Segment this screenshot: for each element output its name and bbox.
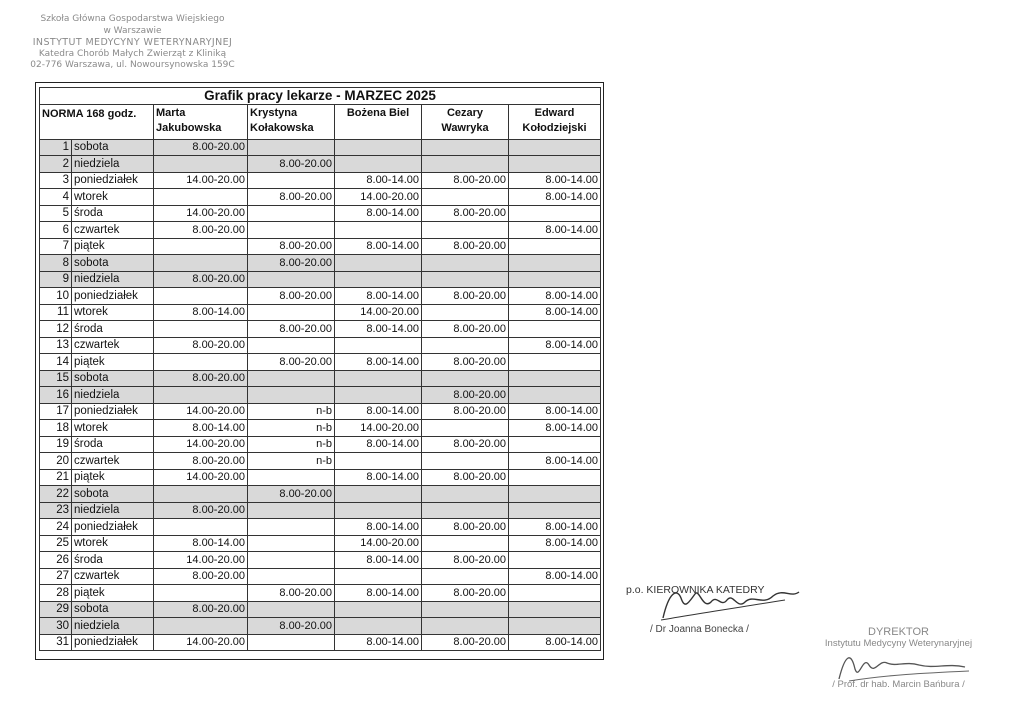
shift-cell (335, 255, 422, 272)
day-row (40, 370, 601, 387)
shift-cell: 8.00-20.00 (154, 568, 248, 585)
shift-cell (154, 288, 248, 305)
shift-cell: 8.00-20.00 (422, 172, 509, 189)
shift-cell (509, 255, 601, 272)
shift-cell (509, 156, 601, 173)
weekday-name: niedziela (72, 618, 154, 635)
shift-cell: 8.00-20.00 (248, 288, 335, 305)
signature-institute: Instytutu Medycyny Weterynaryjnej (824, 638, 973, 649)
doctor-last-name: Wawryka (441, 121, 489, 134)
doctor-last-name: Jakubowska (156, 121, 222, 134)
day-row (40, 436, 601, 453)
day-row (40, 189, 601, 206)
shift-cell (248, 222, 335, 239)
weekday-name: wtorek (72, 304, 154, 321)
shift-cell (422, 337, 509, 354)
day-number: 2 (40, 156, 72, 173)
day-row (40, 139, 601, 156)
doctor-header-5 (509, 104, 601, 139)
shift-cell: 8.00-14.00 (154, 420, 248, 437)
doctor-first-name: Bożena Biel (346, 106, 410, 119)
shift-cell: 8.00-20.00 (248, 354, 335, 371)
day-number: 5 (40, 205, 72, 222)
shift-cell: 8.00-20.00 (248, 486, 335, 503)
shift-cell: 8.00-14.00 (335, 552, 422, 569)
day-row (40, 568, 601, 585)
day-row (40, 304, 601, 321)
day-number: 9 (40, 271, 72, 288)
day-number: 10 (40, 288, 72, 305)
day-number: 24 (40, 519, 72, 536)
weekday-name: środa (72, 552, 154, 569)
day-number: 29 (40, 601, 72, 618)
shift-cell (335, 156, 422, 173)
stamp-line-city: w Warszawie (103, 25, 162, 36)
shift-cell (154, 618, 248, 635)
day-number: 18 (40, 420, 72, 437)
day-row (40, 519, 601, 536)
day-row (40, 354, 601, 371)
shift-cell (248, 601, 335, 618)
day-number: 22 (40, 486, 72, 503)
shift-cell: 8.00-20.00 (154, 601, 248, 618)
shift-cell: 8.00-20.00 (422, 205, 509, 222)
shift-cell (422, 370, 509, 387)
shift-cell: 8.00-20.00 (154, 453, 248, 470)
doctor-first-name: Edward (534, 106, 575, 119)
weekday-name: piątek (72, 238, 154, 255)
shift-cell (509, 205, 601, 222)
day-number: 19 (40, 436, 72, 453)
shift-cell: 14.00-20.00 (154, 552, 248, 569)
handwritten-signature-icon (835, 645, 975, 685)
day-number: 7 (40, 238, 72, 255)
day-number: 27 (40, 568, 72, 585)
shift-cell (422, 222, 509, 239)
shift-cell: 8.00-20.00 (154, 139, 248, 156)
weekday-name: niedziela (72, 387, 154, 404)
day-number: 30 (40, 618, 72, 635)
shift-cell (509, 601, 601, 618)
day-row (40, 288, 601, 305)
shift-cell (248, 634, 335, 651)
doctor-last-name: Kołakowska (250, 121, 314, 134)
shift-cell: 8.00-20.00 (422, 519, 509, 536)
day-row (40, 601, 601, 618)
shift-cell (509, 354, 601, 371)
shift-cell: 8.00-14.00 (335, 585, 422, 602)
stamp-line-university: Szkoła Główna Gospodarstwa Wiejskiego (40, 14, 225, 24)
shift-cell: 8.00-20.00 (154, 271, 248, 288)
shift-cell: 8.00-14.00 (509, 453, 601, 470)
shift-cell (422, 568, 509, 585)
weekday-name: piątek (72, 469, 154, 486)
shift-cell (248, 535, 335, 552)
weekday-name: poniedziałek (72, 172, 154, 189)
shift-cell: 8.00-20.00 (422, 469, 509, 486)
shift-cell: 8.00-20.00 (422, 387, 509, 404)
day-row (40, 585, 601, 602)
day-row (40, 403, 601, 420)
shift-cell (248, 172, 335, 189)
day-number: 14 (40, 354, 72, 371)
shift-cell: 8.00-14.00 (509, 634, 601, 651)
shift-cell: 8.00-14.00 (335, 354, 422, 371)
doctor-header-3 (335, 104, 422, 139)
weekday-name: piątek (72, 585, 154, 602)
day-row (40, 535, 601, 552)
shift-cell (248, 519, 335, 536)
weekday-name: poniedziałek (72, 634, 154, 651)
shift-cell: 8.00-14.00 (509, 535, 601, 552)
shift-cell (509, 271, 601, 288)
shift-cell: 8.00-14.00 (509, 189, 601, 206)
shift-cell (335, 486, 422, 503)
shift-cell: 8.00-14.00 (509, 337, 601, 354)
shift-cell: 8.00-20.00 (248, 238, 335, 255)
shift-cell: 14.00-20.00 (335, 304, 422, 321)
shift-cell (509, 552, 601, 569)
shift-cell: 8.00-20.00 (422, 288, 509, 305)
signature-name: / Prof. dr hab. Marcin Bańbura / (832, 679, 965, 690)
weekday-name: sobota (72, 370, 154, 387)
weekday-name: czwartek (72, 568, 154, 585)
shift-cell: 14.00-20.00 (154, 172, 248, 189)
day-number: 28 (40, 585, 72, 602)
shift-cell (509, 238, 601, 255)
shift-cell: 8.00-14.00 (509, 403, 601, 420)
shift-cell: 8.00-14.00 (509, 222, 601, 239)
signature-role: p.o. KIEROWNIKA KATEDRY (626, 584, 765, 596)
weekday-name: wtorek (72, 420, 154, 437)
day-row (40, 205, 601, 222)
weekday-name: niedziela (72, 502, 154, 519)
shift-cell: 14.00-20.00 (335, 420, 422, 437)
shift-cell: 8.00-20.00 (154, 370, 248, 387)
schedule-table (39, 87, 601, 651)
shift-cell: 8.00-20.00 (422, 585, 509, 602)
shift-cell: n-b (248, 436, 335, 453)
shift-cell: 8.00-20.00 (422, 403, 509, 420)
shift-cell: 14.00-20.00 (335, 189, 422, 206)
shift-cell (422, 486, 509, 503)
shift-cell (154, 519, 248, 536)
shift-cell (154, 321, 248, 338)
weekday-name: czwartek (72, 222, 154, 239)
day-number: 20 (40, 453, 72, 470)
stamp-line-institute: INSTYTUT MEDYCYNY WETERYNARYJNEJ (32, 37, 233, 48)
shift-cell: 8.00-14.00 (509, 519, 601, 536)
shift-cell (154, 387, 248, 404)
shift-cell (509, 585, 601, 602)
weekday-name: środa (72, 436, 154, 453)
weekday-name: środa (72, 321, 154, 338)
shift-cell (509, 139, 601, 156)
shift-cell (248, 139, 335, 156)
signature-name: / Dr Joanna Bonecka / (650, 624, 749, 635)
shift-cell: 8.00-14.00 (335, 321, 422, 338)
shift-cell (422, 304, 509, 321)
shift-cell: 8.00-20.00 (248, 156, 335, 173)
shift-cell: 8.00-20.00 (154, 222, 248, 239)
day-number: 23 (40, 502, 72, 519)
shift-cell: 14.00-20.00 (335, 535, 422, 552)
shift-cell (248, 502, 335, 519)
shift-cell (248, 387, 335, 404)
shift-cell (154, 156, 248, 173)
day-row (40, 337, 601, 354)
shift-cell (335, 370, 422, 387)
doctor-first-name: Cezary (446, 106, 484, 119)
shift-cell (248, 205, 335, 222)
shift-cell: 14.00-20.00 (154, 403, 248, 420)
doctor-header-4 (422, 104, 509, 139)
shift-cell: 8.00-20.00 (154, 337, 248, 354)
weekday-name: niedziela (72, 271, 154, 288)
signature-role: DYREKTOR (868, 626, 929, 638)
shift-cell (248, 568, 335, 585)
day-row (40, 321, 601, 338)
weekday-name: wtorek (72, 189, 154, 206)
shift-cell (422, 420, 509, 437)
shift-cell (422, 156, 509, 173)
shift-cell (335, 502, 422, 519)
stamp-line-department: Katedra Chorób Małych Zwierząt z Kliniką (38, 48, 227, 59)
shift-cell (335, 139, 422, 156)
shift-cell: 8.00-14.00 (335, 436, 422, 453)
shift-cell: 8.00-14.00 (509, 172, 601, 189)
shift-cell: n-b (248, 403, 335, 420)
shift-cell (335, 271, 422, 288)
weekday-name: czwartek (72, 453, 154, 470)
shift-cell (422, 271, 509, 288)
day-number: 26 (40, 552, 72, 569)
shift-cell (335, 337, 422, 354)
shift-cell (509, 618, 601, 635)
shift-cell (335, 387, 422, 404)
day-row (40, 552, 601, 569)
shift-cell: 8.00-20.00 (154, 502, 248, 519)
shift-cell: 8.00-14.00 (335, 634, 422, 651)
day-number: 4 (40, 189, 72, 206)
day-row (40, 238, 601, 255)
weekday-name: sobota (72, 601, 154, 618)
day-row (40, 255, 601, 272)
shift-cell (154, 585, 248, 602)
shift-cell: 8.00-14.00 (335, 519, 422, 536)
shift-cell (422, 535, 509, 552)
weekday-name: poniedziałek (72, 288, 154, 305)
shift-cell (509, 370, 601, 387)
day-number: 25 (40, 535, 72, 552)
shift-cell: 8.00-20.00 (422, 552, 509, 569)
day-row (40, 271, 601, 288)
shift-cell (248, 271, 335, 288)
shift-cell (335, 222, 422, 239)
shift-cell: 8.00-20.00 (248, 585, 335, 602)
header-row (40, 104, 601, 139)
shift-cell (248, 469, 335, 486)
shift-cell: 8.00-14.00 (335, 172, 422, 189)
shift-cell (422, 139, 509, 156)
shift-cell: 8.00-14.00 (335, 238, 422, 255)
shift-cell (335, 601, 422, 618)
day-row (40, 453, 601, 470)
weekday-name: wtorek (72, 535, 154, 552)
doctor-header-1 (154, 104, 248, 139)
handwritten-signature-icon (655, 580, 805, 625)
shift-cell: 8.00-20.00 (422, 321, 509, 338)
shift-cell (509, 387, 601, 404)
day-row (40, 172, 601, 189)
shift-cell (154, 238, 248, 255)
weekday-name: niedziela (72, 156, 154, 173)
shift-cell: 8.00-14.00 (335, 403, 422, 420)
doctor-first-name: Marta (156, 106, 186, 119)
shift-cell (154, 486, 248, 503)
shift-cell: 8.00-20.00 (248, 255, 335, 272)
day-row (40, 387, 601, 404)
shift-cell: 8.00-20.00 (422, 634, 509, 651)
shift-cell: 8.00-14.00 (335, 288, 422, 305)
shift-cell: 8.00-14.00 (154, 535, 248, 552)
shift-cell (248, 552, 335, 569)
shift-cell: 8.00-14.00 (509, 288, 601, 305)
day-number: 15 (40, 370, 72, 387)
day-row (40, 634, 601, 651)
day-row (40, 618, 601, 635)
shift-cell: 8.00-14.00 (154, 304, 248, 321)
shift-cell: 14.00-20.00 (154, 205, 248, 222)
day-row (40, 222, 601, 239)
shift-cell (509, 486, 601, 503)
weekday-name: czwartek (72, 337, 154, 354)
doctor-last-name: Kołodziejski (522, 121, 587, 134)
shift-cell: 8.00-20.00 (422, 436, 509, 453)
day-number: 11 (40, 304, 72, 321)
shift-cell (422, 453, 509, 470)
day-number: 13 (40, 337, 72, 354)
shift-cell: 14.00-20.00 (154, 634, 248, 651)
weekday-name: piątek (72, 354, 154, 371)
shift-cell: n-b (248, 420, 335, 437)
shift-cell (154, 354, 248, 371)
day-row (40, 469, 601, 486)
doctor-first-name: Krystyna (250, 106, 298, 119)
weekday-name: sobota (72, 255, 154, 272)
shift-cell (248, 337, 335, 354)
shift-cell: 8.00-20.00 (248, 618, 335, 635)
weekday-name: sobota (72, 486, 154, 503)
weekday-name: środa (72, 205, 154, 222)
shift-cell: 14.00-20.00 (154, 436, 248, 453)
day-number: 3 (40, 172, 72, 189)
shift-cell (509, 469, 601, 486)
shift-cell (422, 502, 509, 519)
day-number: 31 (40, 634, 72, 651)
day-number: 1 (40, 139, 72, 156)
shift-cell (335, 453, 422, 470)
weekday-name: sobota (72, 139, 154, 156)
shift-cell: 8.00-20.00 (248, 321, 335, 338)
day-row (40, 486, 601, 503)
day-row (40, 420, 601, 437)
day-row (40, 156, 601, 173)
day-number: 12 (40, 321, 72, 338)
day-number: 16 (40, 387, 72, 404)
norma-hours: NORMA 168 godz. (40, 104, 154, 139)
shift-cell: 14.00-20.00 (154, 469, 248, 486)
doctor-header-2 (248, 104, 335, 139)
shift-cell (335, 618, 422, 635)
shift-cell: 8.00-14.00 (509, 304, 601, 321)
shift-cell (422, 618, 509, 635)
shift-cell (154, 189, 248, 206)
day-number: 21 (40, 469, 72, 486)
shift-cell (248, 304, 335, 321)
day-number: 17 (40, 403, 72, 420)
shift-cell (509, 502, 601, 519)
shift-cell: 8.00-20.00 (422, 238, 509, 255)
weekday-name: poniedziałek (72, 403, 154, 420)
shift-cell (422, 255, 509, 272)
shift-cell (422, 189, 509, 206)
shift-cell (154, 255, 248, 272)
stamp-line-address: 02-776 Warszawa, ul. Nowoursynowska 159C (30, 60, 235, 70)
day-row (40, 502, 601, 519)
weekday-name: poniedziałek (72, 519, 154, 536)
day-number: 8 (40, 255, 72, 272)
shift-cell: 8.00-14.00 (509, 568, 601, 585)
shift-cell (509, 436, 601, 453)
shift-cell: n-b (248, 453, 335, 470)
institution-stamp (20, 14, 245, 72)
shift-cell (335, 568, 422, 585)
shift-cell: 8.00-20.00 (248, 189, 335, 206)
shift-cell: 8.00-14.00 (335, 469, 422, 486)
shift-cell: 8.00-14.00 (335, 205, 422, 222)
shift-cell: 8.00-14.00 (509, 420, 601, 437)
shift-cell (248, 370, 335, 387)
shift-cell: 8.00-20.00 (422, 354, 509, 371)
schedule-title: Grafik pracy lekarze - MARZEC 2025 (40, 88, 601, 105)
shift-cell (509, 321, 601, 338)
day-number: 6 (40, 222, 72, 239)
shift-cell (422, 601, 509, 618)
